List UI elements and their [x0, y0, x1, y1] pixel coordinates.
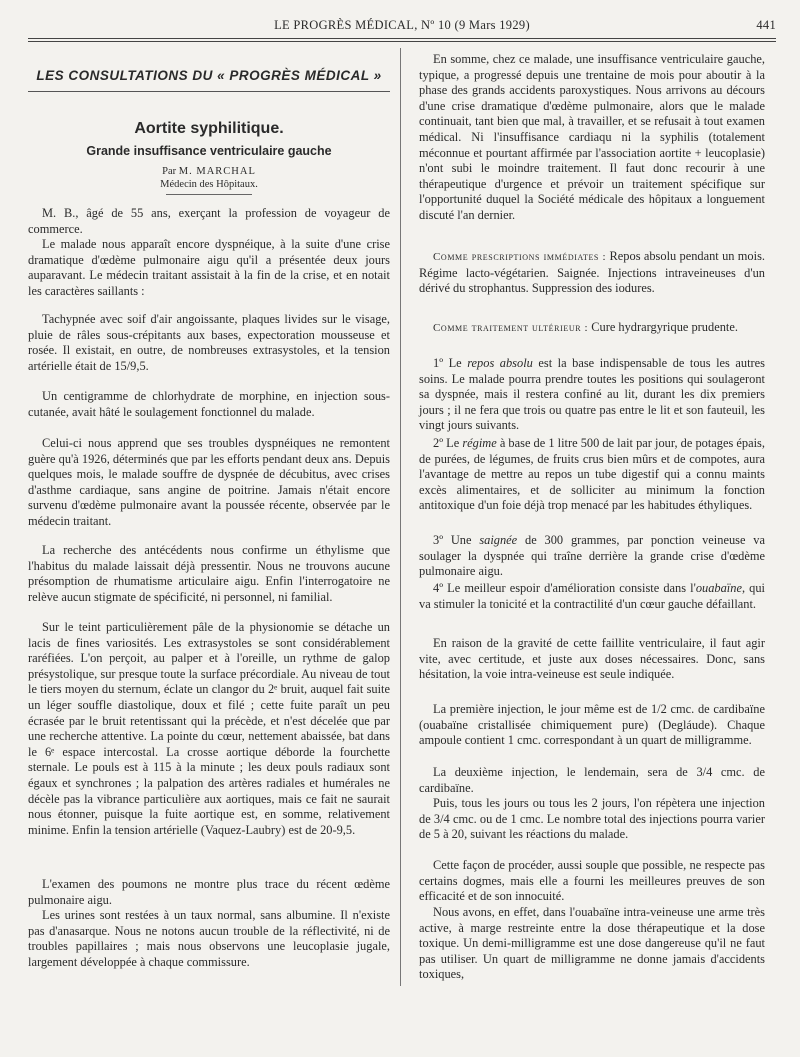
section-rule [28, 91, 390, 92]
prescriptions-text: Repos absolu pendant un mois. Régime lacto-végétarien. Saignée. Injections intraveineuses d'un dérivé du strophantus. Suppression des iodures. [419, 249, 765, 296]
paragraph-right-11: Puis, tous les jours ou tous les 2 jours, l'on répètera une injection de 3/4 cmc. ou de 1 cmc. Le nombre total des injections pourra varier de 5 à 20, suivant les réactions du malade. [419, 796, 765, 842]
section-title: LES CONSULTATIONS DU « PROGRÈS MÉDICAL » [36, 68, 382, 83]
item-3-term: saignée [479, 533, 518, 547]
paragraph-right-8: En raison de la gravité de cette faillite ventriculaire, il faut agir vite, avec certitude, et juste aux doses nécessaires. Donc, sans hésitation, la voie intra-veineuse est seule indiquée. [419, 636, 765, 682]
article-title: Aortite syphilitique. [134, 120, 284, 137]
running-header [28, 18, 776, 36]
paragraph-right-5 [419, 436, 765, 514]
paragraph-right-13: Nous avons, en effet, dans l'ouabaïne intra-veineuse une arme très active, à marge restreinte entre la dose thérapeutique et la dose toxique. Un demi-milligramme est une dose dangereuse qu'il ne faut pas utiliser. Un quart de milligramme ne donne jamais d'accidents toxiques, [419, 905, 765, 982]
paragraph-right-2 [419, 249, 765, 297]
byline-rule [166, 194, 252, 195]
prescriptions-lead: Comme prescriptions immédiates : [433, 251, 607, 263]
item-1-term: repos absolu [467, 356, 533, 370]
paragraph-right-3 [419, 320, 738, 337]
page-number: 441 [756, 18, 776, 32]
treatment-text: Cure hydrargyrique prudente. [588, 320, 738, 334]
treatment-lead: Comme traitement ultérieur : [433, 322, 589, 334]
paragraph-right-9: La première injection, le jour même est de 1/2 cmc. de cardibaïne (ouabaïne cristallisée chimiquement pure) (Degláude). Chaque ampoule contient 1 cmc. correspondant à un quart de milligramme. [419, 702, 765, 748]
author-name: M. MARCHAL [178, 166, 256, 177]
item-2-text: à base de 1 litre 500 de lait par jour, de potages épais, de purées, de légumes, de fruits crus bien mûrs et de compotes, aura l'avantage de mettre au repos un tube digestif qui a connu maints excès alimentaires, et de solliciter au minimum la fonction antitoxique d'un foie déjà trop menacé par les habitudes éthyliques. [419, 436, 765, 513]
paragraph-right-4 [419, 356, 765, 434]
item-1-number: 1º Le [433, 356, 468, 370]
journal-header: LE PROGRÈS MÉDICAL, Nº 10 (9 Mars 1929) [274, 18, 530, 32]
byline-prefix: Par [162, 166, 177, 177]
author-affiliation: Médecin des Hôpitaux. [160, 179, 258, 190]
byline [28, 165, 390, 191]
item-4-text: , qui va stimuler la tonicité et la contractilité d'un cœur gauche défaillant. [419, 581, 765, 611]
paragraph-right-7 [419, 581, 765, 612]
paragraph-left-3: Tachypnée avec soif d'air angoissante, plaques livides sur le visage, pluie de râles sous-crépitants aux bases, expectoration mousseuse et rosée. Il existait, en outre, de nombreuses extrasystoles, et la tension artérielle était de 15/9,5. [28, 312, 390, 373]
paragraph-left-9: Les urines sont restées à un taux normal, sans albumine. Il n'existe pas d'anasarque. Nous ne notons aucun trouble de la réflectivité, ni de troubles papillaires ; mais nous observons une leucoplasie jugale, largement développée à chaque commissure. [28, 908, 390, 969]
paragraph-left-4: Un centigramme de chlorhydrate de morphine, en injection sous-cutanée, avait hâté le soulagement fonctionnel du malade. [28, 389, 390, 419]
item-4-term: ouabaïne [695, 581, 742, 595]
paragraph-left-2: Le malade nous apparaît encore dyspnéique, à la suite d'une crise dramatique d'œdème pulmonaire aigu qu'il a présentée deux jours auparavant. Le médecin traitant assistait à la fin de la crise, et en notait les caractères saillants : [28, 237, 390, 298]
paragraph-right-12: Cette façon de procéder, aussi souple que possible, ne respecte pas certains dogmes, mais elle a fourni les meilleures preuves de son efficacité et de son innocuité. [419, 858, 765, 904]
paragraph-left-6: La recherche des antécédents nous confirme un éthylisme que l'habitus du malade laissait déjà pressentir. Nous ne trouvons aucune présomption de rhumatisme articulaire aigu. Enfin l'interrogatoire ne relève aucun stigmate de spécificité, ni personnel, ni familial. [28, 543, 390, 604]
item-2-term: régime [462, 436, 497, 450]
item-3-text: de 300 grammes, par ponction veineuse va soulager la dyspnée qui traîne derrière la grande crise d'œdème pulmonaire aigu. [419, 533, 765, 579]
column-divider [400, 48, 401, 986]
paragraph-right-6 [419, 533, 765, 580]
paragraph-left-1: M. B., âgé de 55 ans, exerçant la profession de voyageur de commerce. [28, 206, 390, 236]
item-1-text: est la base indispensable de tous les autres soins. Le malade pourra prendre toutes les positions qui soulageront sa dyspnée, mais il restera confiné au lit, durant les dix premiers jours ; il ne fera que trois ou quatre pas entre le lit et son fauteuil, les vingt jours suivants. [419, 356, 765, 433]
article-subtitle: Grande insuffisance ventriculaire gauche [86, 144, 332, 158]
paragraph-right-1: En somme, chez ce malade, une insuffisance ventriculaire gauche, typique, a progressé depuis une trentaine de mois pour aboutir à la phase des grands accidents paroxystiques. Nous arrivons au décours d'une crise dramatique d'œdème pulmonaire, alors que le malade continuait, tant bien que mal, à travailler, et se refusait à tout examen médical. Ni l'insuffisance cardiaqu ni la syphilis (totalement méconnue et pourtant affirmée par l'association aortite + leucoplasie) n'ont subi le moindre traitement. Il faut donc recourir à une thérapeutique d'urgence et prévoir un traitement spécifique sur l'opportunité duquel la Société médicale des hôpitaux a longuement discuté l'an dernier. [419, 52, 765, 222]
header-rule-top [28, 38, 776, 39]
item-4-number: 4º Le meilleur espoir d'amélioration consiste dans l' [433, 581, 696, 595]
paragraph-left-7: Sur le teint particulièrement pâle de la physionomie se détache un lacis de fines variosités. Les extrasystoles se sont considérablement raréfiées. L'on perçoit, au palper et à l'oreille, un rythme de galop présystolique, sur presque toute la surface précordiale. Au niveau de tout le tiers moyen du sternum, éclate un clangor du 2ᵉ bruit, auquel fait suite un léger souffle diastolique, doux et filé ; cette fuite paraît un peu écrasée par le bruit retentissant qui la précède, et n'est décelée que par une recherche attentive. La pointe du cœur, nettement abaissée, bat dans le 6ᵉ espace intercostal. La crosse aortique déborde la fourchette sternale. Le pouls est à 115 à la minute ; les deux pouls radiaux sont égaux et synchrones ; la palpation des artères radiales et humérales ne décèle pas la vibrance particulière aux aortiques, mais ce fait ne saurait nous étonner, puisque la fuite aortique est, en somme, relativement minime. Enfin la tension artérielle (Vaquez-Laubry) est de 20-9,5. [28, 620, 390, 837]
item-2-number: 2º Le [433, 436, 463, 450]
paragraph-left-5: Celui-ci nous apprend que ses troubles dyspnéiques ne remontent guère qu'à 1926, déterminés que par les efforts pendant deux ans. Depuis quelques mois, le malade souffre de dyspnée de décubitus, avec crises d'asthme cardiaque, sans angine de poitrine. Jamais n'était encore survenu d'œdème pulmonaire avant la poussée récente, observée par le médecin traitant. [28, 436, 390, 528]
header-rule-bottom [28, 41, 776, 42]
paragraph-left-8: L'examen des poumons ne montre plus trace du récent œdème pulmonaire aigu. [28, 877, 390, 907]
paragraph-right-10: La deuxième injection, le lendemain, sera de 3/4 cmc. de cardibaïne. [419, 765, 765, 795]
item-3-number: 3º Une [433, 533, 480, 547]
